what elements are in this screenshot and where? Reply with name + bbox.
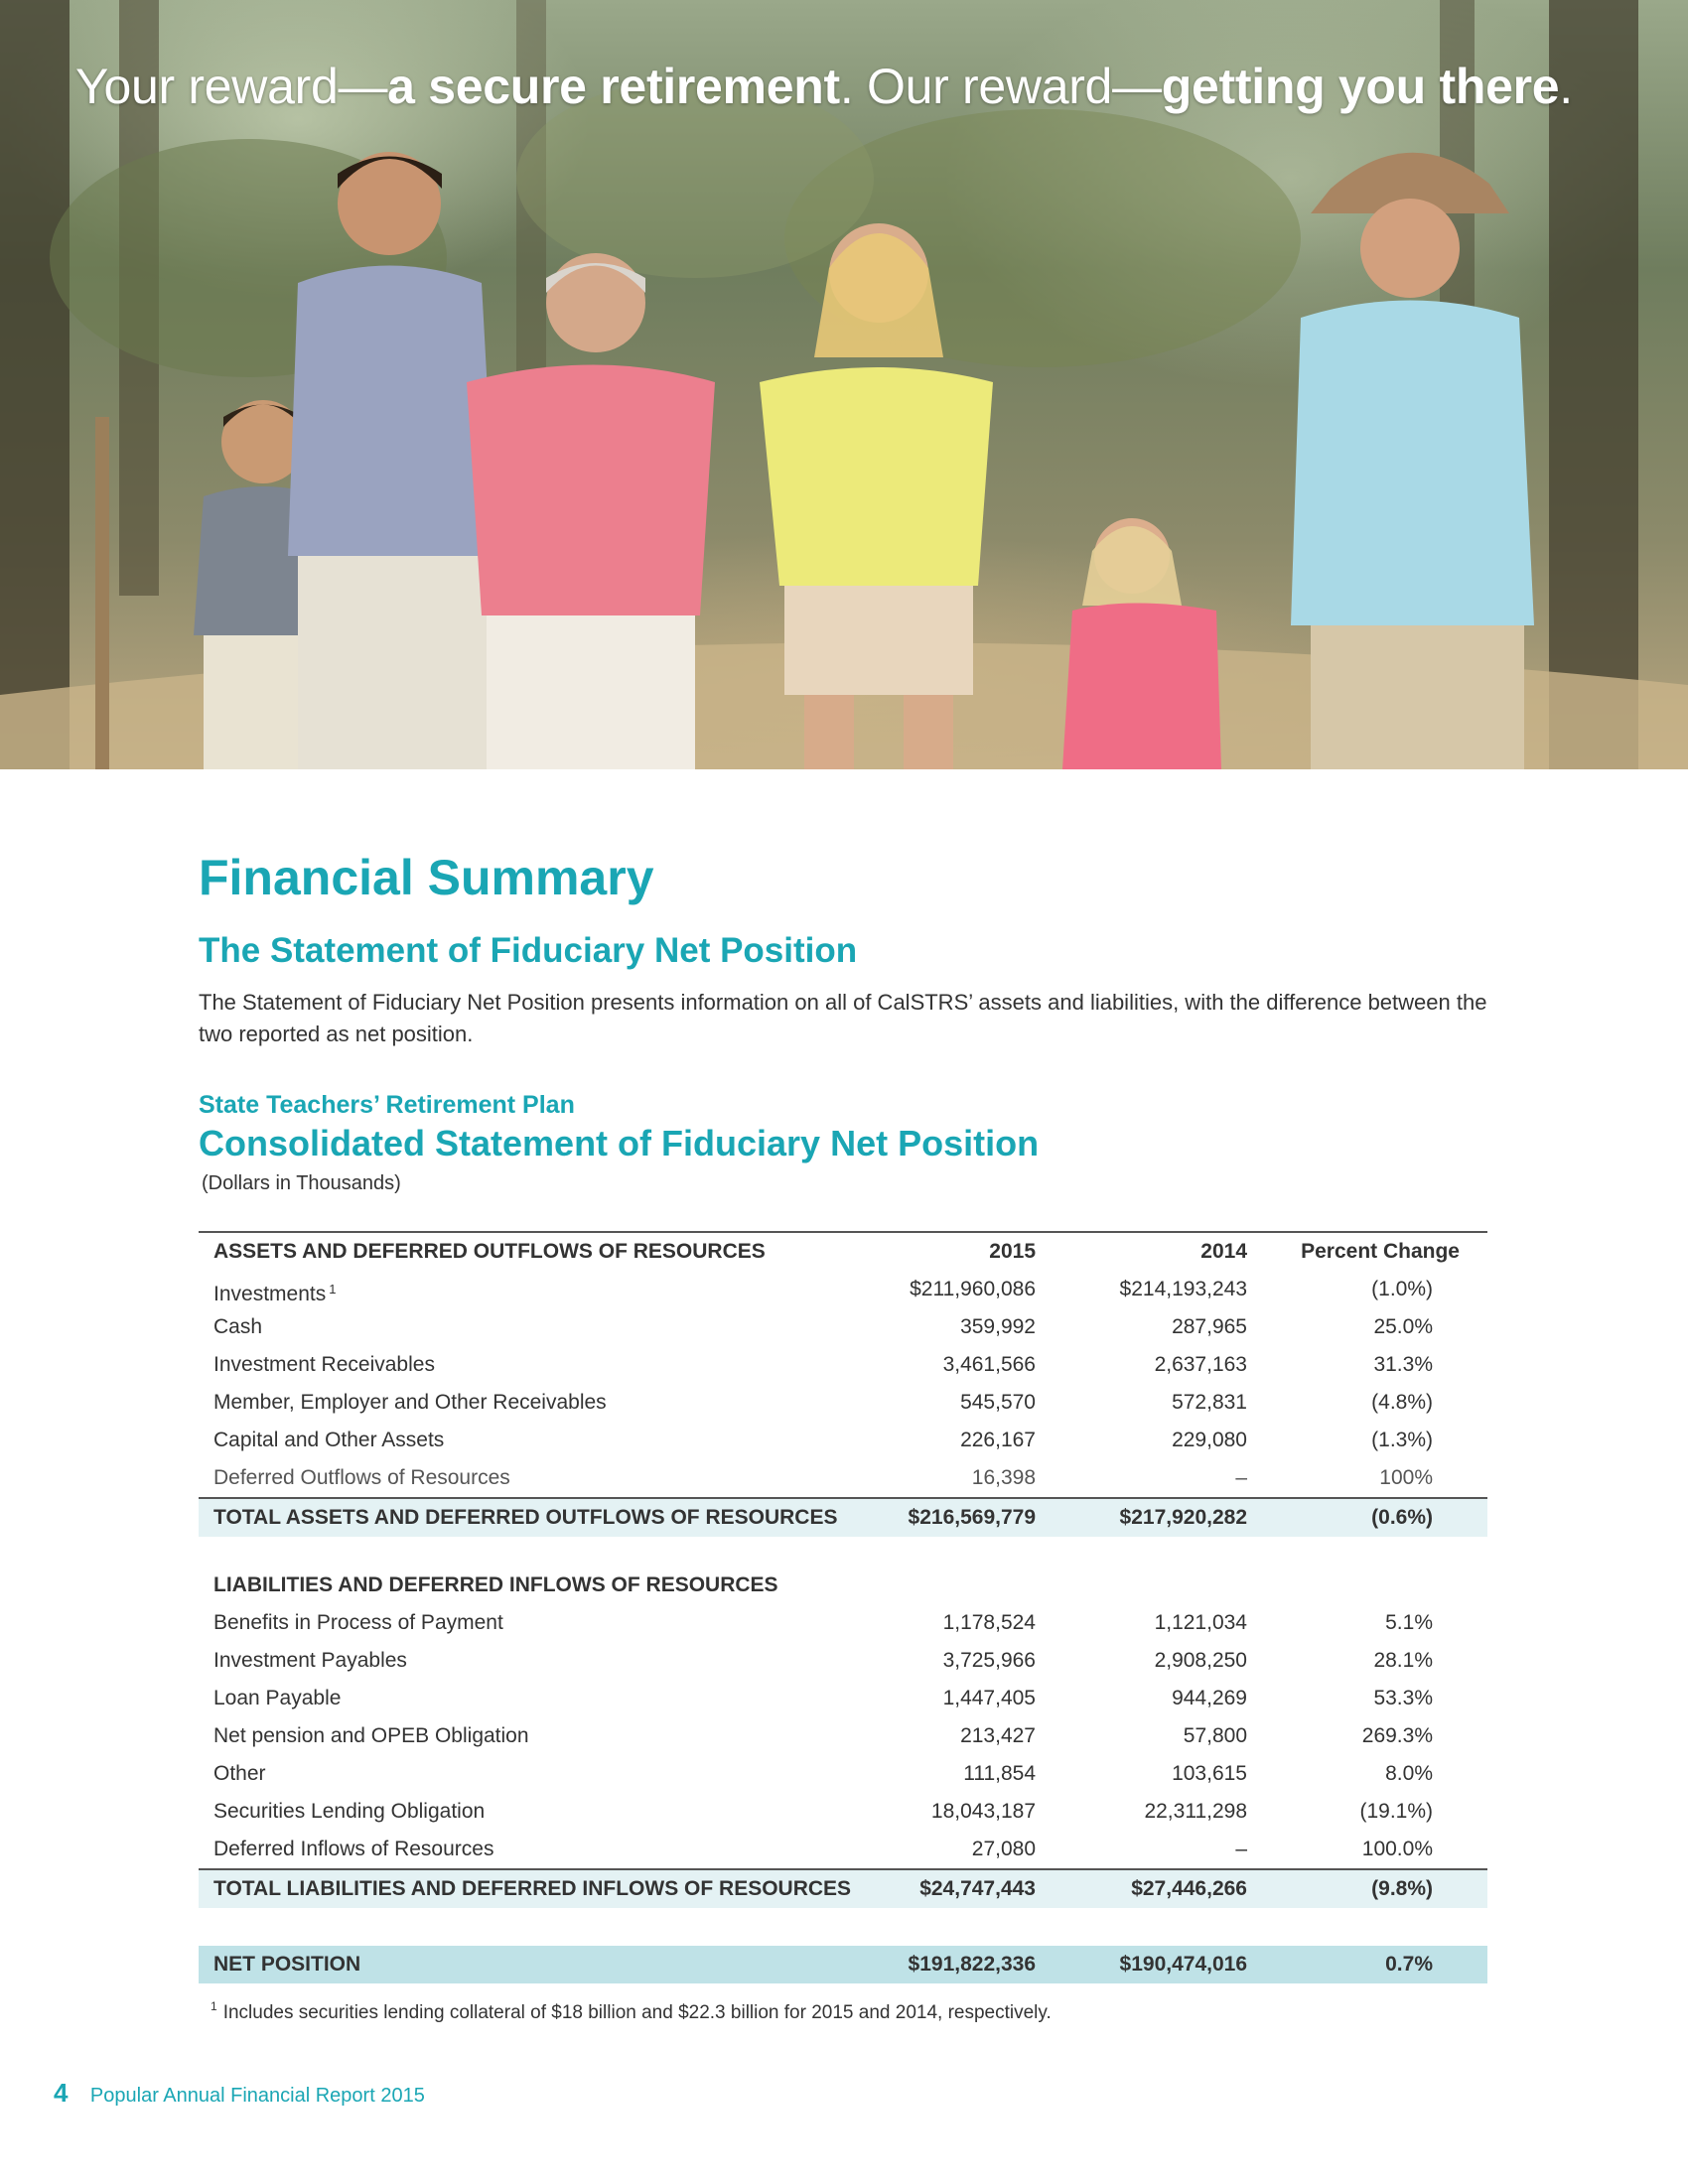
value-2015: 18,043,187 [930, 1800, 1036, 1823]
percent-change: (4.8%) [1371, 1391, 1433, 1414]
table-row [199, 1604, 1487, 1642]
footnote-text: Includes securities lending collateral of $18 billion and $22.3 billion for 2015 and 2014, respectively. [222, 2002, 1052, 2023]
value-2014: 287,965 [1172, 1315, 1247, 1338]
value-2014: – [1235, 1466, 1247, 1489]
table-row [199, 1831, 1487, 1868]
percent-change: 25.0% [1373, 1315, 1433, 1338]
value-2014: 1,121,034 [1154, 1611, 1247, 1634]
section-title: The Statement of Fiduciary Net Position [199, 931, 858, 970]
value-2015: 359,992 [960, 1315, 1036, 1338]
footnote-ref: 1 [329, 1282, 337, 1297]
table-row [199, 1346, 1487, 1384]
header-2014: 2014 [1200, 1240, 1247, 1263]
value-2014: 572,831 [1172, 1391, 1247, 1414]
percent-change: (9.8%) [1371, 1877, 1433, 1900]
row-label: Loan Payable [213, 1687, 342, 1709]
percent-change: 100% [1379, 1466, 1433, 1489]
table-row [199, 1680, 1487, 1717]
table-row [199, 1384, 1487, 1422]
percent-change: 31.3% [1373, 1353, 1433, 1376]
page-title: Financial Summary [199, 850, 654, 905]
table-row [199, 1271, 1487, 1308]
value-2015: 111,854 [963, 1762, 1036, 1785]
report-title: Popular Annual Financial Report 2015 [89, 2085, 425, 2107]
value-2014: $214,193,243 [1119, 1278, 1247, 1300]
liabilities-header-row [199, 1567, 1487, 1604]
page-number: 4 [54, 2078, 69, 2108]
row-label: Deferred Inflows of Resources [213, 1838, 494, 1860]
value-2014: 57,800 [1183, 1724, 1247, 1747]
row-label: TOTAL LIABILITIES AND DEFERRED INFLOWS OF RESOURCES [213, 1877, 852, 1900]
header-label: ASSETS AND DEFERRED OUTFLOWS OF RESOURCES [213, 1240, 766, 1263]
table-header-row [199, 1231, 1487, 1271]
hero-photo [0, 0, 1688, 769]
value-2015: $216,569,779 [908, 1506, 1036, 1529]
page-footer [54, 2078, 425, 2109]
value-2015: $191,822,336 [908, 1953, 1036, 1976]
table-row [199, 1459, 1487, 1497]
value-2015: 3,461,566 [942, 1353, 1036, 1376]
net-position-table [199, 1231, 1487, 1983]
value-2015: 3,725,966 [942, 1649, 1036, 1672]
row-label: Other [213, 1762, 266, 1785]
row-label: Cash [213, 1315, 263, 1338]
value-2015: 545,570 [960, 1391, 1036, 1414]
value-2014: – [1235, 1838, 1247, 1860]
header-2015: 2015 [989, 1240, 1036, 1263]
row-label: Investment Payables [213, 1649, 407, 1672]
percent-change: (1.3%) [1371, 1429, 1433, 1451]
value-2015: 16,398 [971, 1466, 1036, 1489]
hero-headline: Your reward—a secure retirement. Our reward—getting you there. [75, 59, 1573, 114]
table-row [199, 1793, 1487, 1831]
footnote [211, 1999, 1052, 2024]
row-spacer [199, 1908, 1487, 1946]
header-percent-change: Percent Change [1301, 1240, 1460, 1263]
value-2015: 1,447,405 [942, 1687, 1036, 1709]
row-spacer [199, 1537, 1487, 1567]
plan-name: State Teachers’ Retirement Plan [199, 1091, 575, 1119]
value-2015: 213,427 [960, 1724, 1036, 1747]
percent-change: 53.3% [1373, 1687, 1433, 1709]
table-row [199, 1755, 1487, 1793]
value-2015: 1,178,524 [942, 1611, 1036, 1634]
value-2014: 2,637,163 [1154, 1353, 1247, 1376]
value-2014: 2,908,250 [1154, 1649, 1247, 1672]
value-2015: 27,080 [971, 1838, 1036, 1860]
row-label: Capital and Other Assets [213, 1429, 445, 1451]
percent-change: (1.0%) [1371, 1278, 1433, 1300]
section-label: LIABILITIES AND DEFERRED INFLOWS OF RESOURCES [213, 1573, 778, 1596]
row-label: Investment Receivables [213, 1353, 435, 1376]
value-2014: 229,080 [1172, 1429, 1247, 1451]
total-assets-row [199, 1497, 1487, 1537]
units-note: (Dollars in Thousands) [202, 1172, 401, 1194]
percent-change: (19.1%) [1359, 1800, 1433, 1823]
net-position-row [199, 1946, 1487, 1983]
table-row [199, 1717, 1487, 1755]
row-label: Benefits in Process of Payment [213, 1611, 503, 1634]
percent-change: 0.7% [1385, 1953, 1433, 1976]
percent-change: 5.1% [1385, 1611, 1433, 1634]
row-label: NET POSITION [213, 1953, 361, 1976]
value-2014: $217,920,282 [1119, 1506, 1247, 1529]
row-label: Deferred Outflows of Resources [213, 1466, 510, 1489]
percent-change: 100.0% [1361, 1838, 1433, 1860]
table-row [199, 1642, 1487, 1680]
value-2014: 103,615 [1172, 1762, 1247, 1785]
row-label: Investments [213, 1283, 327, 1305]
value-2014: 944,269 [1172, 1687, 1247, 1709]
value-2015: 226,167 [960, 1429, 1036, 1451]
row-label: Net pension and OPEB Obligation [213, 1724, 529, 1747]
percent-change: 269.3% [1361, 1724, 1433, 1747]
value-2015: $211,960,086 [910, 1278, 1036, 1300]
row-label: TOTAL ASSETS AND DEFERRED OUTFLOWS OF RESOURCES [213, 1506, 838, 1529]
family-illustration [0, 0, 1688, 769]
row-label: Securities Lending Obligation [213, 1800, 486, 1823]
percent-change: (0.6%) [1371, 1506, 1433, 1529]
statement-title: Consolidated Statement of Fiduciary Net Position [199, 1123, 1040, 1163]
value-2015: $24,747,443 [919, 1877, 1036, 1900]
intro-paragraph: The Statement of Fiduciary Net Position presents information on all of CalSTRS’ assets and liabilities, with the difference between the two reported as net position. [199, 990, 1487, 1046]
value-2014: $190,474,016 [1119, 1953, 1247, 1976]
table-row [199, 1308, 1487, 1346]
total-liabilities-row [199, 1868, 1487, 1908]
footnote-mark: 1 [211, 1999, 217, 2013]
row-label: Member, Employer and Other Receivables [213, 1391, 607, 1414]
percent-change: 28.1% [1373, 1649, 1433, 1672]
value-2014: $27,446,266 [1131, 1877, 1247, 1900]
percent-change: 8.0% [1385, 1762, 1433, 1785]
value-2014: 22,311,298 [1144, 1800, 1247, 1823]
table-row [199, 1422, 1487, 1459]
